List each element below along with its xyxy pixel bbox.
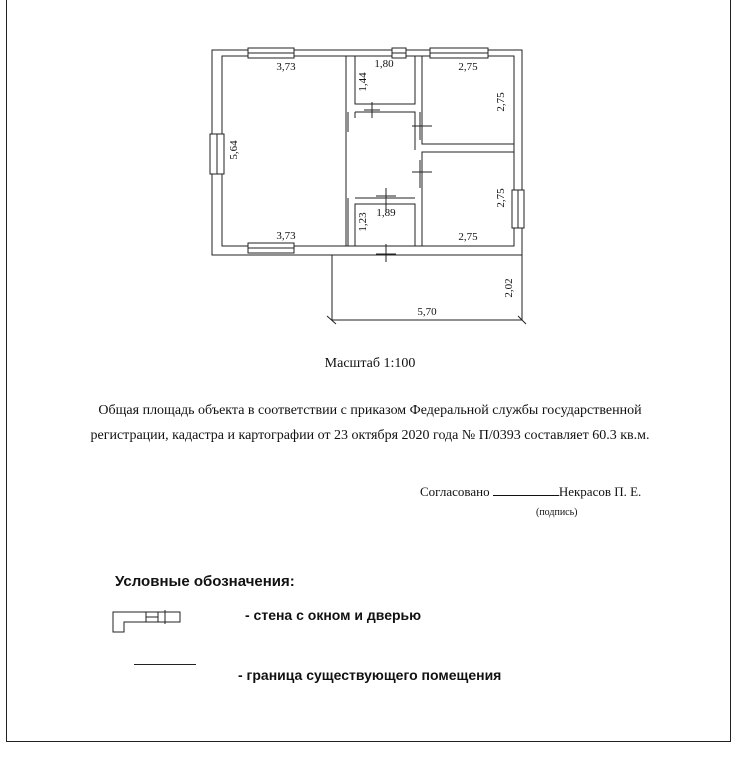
dim-small-bot-h: 1,23 (357, 212, 369, 232)
dim-porch-w: 5,70 (417, 306, 437, 318)
window-right (512, 190, 524, 228)
dim-small-bot-w: 1,89 (376, 207, 396, 219)
window-top-small (392, 48, 406, 58)
dim-living-side: 5,64 (228, 140, 240, 160)
dim-room-br-h: 2,75 (495, 188, 507, 208)
window-bottom-left (248, 243, 294, 253)
dim-room-br-w: 2,75 (458, 231, 478, 243)
window-top-left (248, 48, 294, 58)
scale-label: Масштаб 1:100 (324, 356, 416, 371)
signature-blank (493, 483, 559, 496)
area-note-line1: Общая площадь объекта в соответствии с приказом Федеральной службы государственной (98, 403, 642, 418)
dim-room-tr-w: 2,75 (458, 61, 478, 73)
dim-room-tr-h: 2,75 (495, 92, 507, 112)
dim-small-top-w: 1,80 (374, 58, 394, 70)
dim-living-top: 3,73 (276, 61, 296, 73)
legend-boundary-line (134, 664, 196, 665)
area-note (40, 398, 700, 448)
dim-living-bottom: 3,73 (276, 230, 296, 242)
area-note-line2: регистрации, кадастра и картографии от 23 октября 2020 года № П/0393 составляет 60.3 кв.м. (90, 428, 650, 443)
legend-wall-symbol (113, 610, 180, 632)
approval-name: Некрасов П. Е. (558, 484, 642, 499)
window-left (210, 134, 224, 174)
window-top-right (430, 48, 488, 58)
dim-porch-h: 2,02 (503, 278, 515, 298)
signature-caption: (подпись) (536, 507, 578, 518)
room-living (222, 56, 346, 246)
dim-small-top-h: 1,44 (357, 72, 369, 92)
legend-item-wall: - стена с окном и дверью (245, 607, 422, 623)
legend-title: Условные обозначения: (115, 573, 295, 590)
legend-item-boundary: - граница существующего помещения (238, 667, 502, 683)
corridor-walls (348, 112, 415, 150)
approval-label: Согласовано (420, 484, 490, 499)
approval-line (420, 483, 641, 500)
